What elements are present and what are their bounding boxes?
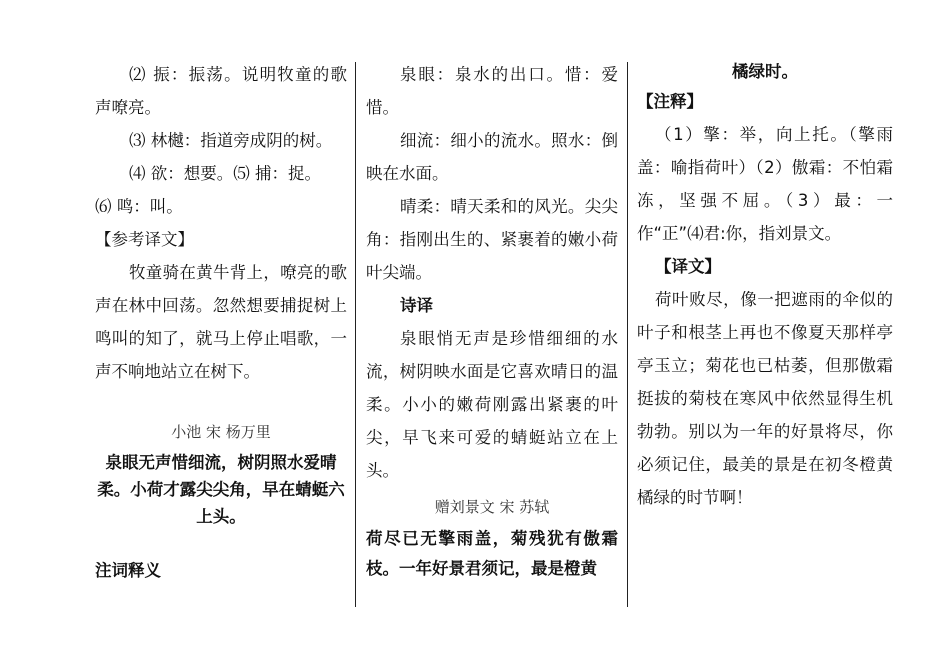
reference-translation: 牧童骑在黄牛背上，嘹亮的歌声在林中回荡。忽然想要捕捉树上鸣叫的知了，就马上停止唱歌，一声不响地站立在树下。 (95, 263, 347, 381)
poem-text-end: 橘绿时。 (732, 62, 798, 81)
column-3 (637, 58, 893, 514)
column-2 (366, 58, 618, 584)
note-quanyan: 泉眼：泉水的出口。惜：爱惜。 (366, 65, 618, 117)
note-6: ⑹ 鸣：叫。 (95, 197, 183, 216)
word-notes-heading: 注词释义 (95, 561, 161, 580)
column-divider-left (355, 62, 356, 607)
translation-heading: 【译文】 (655, 257, 721, 276)
poem-title-zengliujingwen: 赠刘景文 宋 苏轼 (434, 498, 550, 516)
annotation-heading: 【注释】 (637, 92, 703, 111)
note-qingrou: 晴柔：晴天柔和的风光。尖尖角：指刚出生的、紧裹着的嫩小荷叶尖端。 (366, 197, 618, 282)
reference-translation-heading: 【参考译文】 (95, 230, 194, 249)
note-2: ⑵ 振：振荡。说明牧童的歌声嘹亮。 (95, 65, 347, 117)
note-xiliu: 细流：细小的流水。照水：倒映在水面。 (366, 131, 618, 183)
annotations: （1）擎：举，向上托。（擎雨盖：喻指荷叶）（2）傲霜：不怕霜冻，坚强不屈。（3）最：一作“正”⑷君:你，指刘景文。 (637, 125, 893, 243)
poem-translation: 泉眼悄无声是珍惜细细的水流，树阴映水面是它喜欢晴日的温柔。小小的嫩荷刚露出紧裹的叶尖，早飞来可爱的蜻蜓站立在上头。 (366, 329, 618, 480)
poem-text-zengliujingwen: 荷尽已无擎雨盖，菊残犹有傲霜枝。一年好景君须记，最是橙黄 (366, 529, 618, 578)
poem-title-xiaochi: 小池 宋 杨万里 (171, 423, 271, 441)
note-4-5: ⑷ 欲：想要。⑸ 捕：捉。 (129, 164, 321, 183)
column-divider-right (627, 62, 628, 607)
translation-text: 荷叶败尽，像一把遮雨的伞似的叶子和根茎上再也不像夏天那样亭亭玉立；菊花也已枯萎，但那傲霜挺拔的菊枝在寒风中依然显得生机勃勃。别以为一年的好景将尽，你必须记住，最美的景是在初冬橙黄橘绿的时节啊！ (637, 290, 893, 507)
note-3: ⑶ 林樾：指道旁成阴的树。 (129, 131, 333, 150)
poem-translation-heading: 诗译 (400, 296, 433, 315)
poem-text-xiaochi: 泉眼无声惜细流，树阴照水爱晴柔。小荷才露尖尖角，早在蜻蜓六上头。 (97, 453, 345, 526)
column-1 (95, 58, 347, 587)
